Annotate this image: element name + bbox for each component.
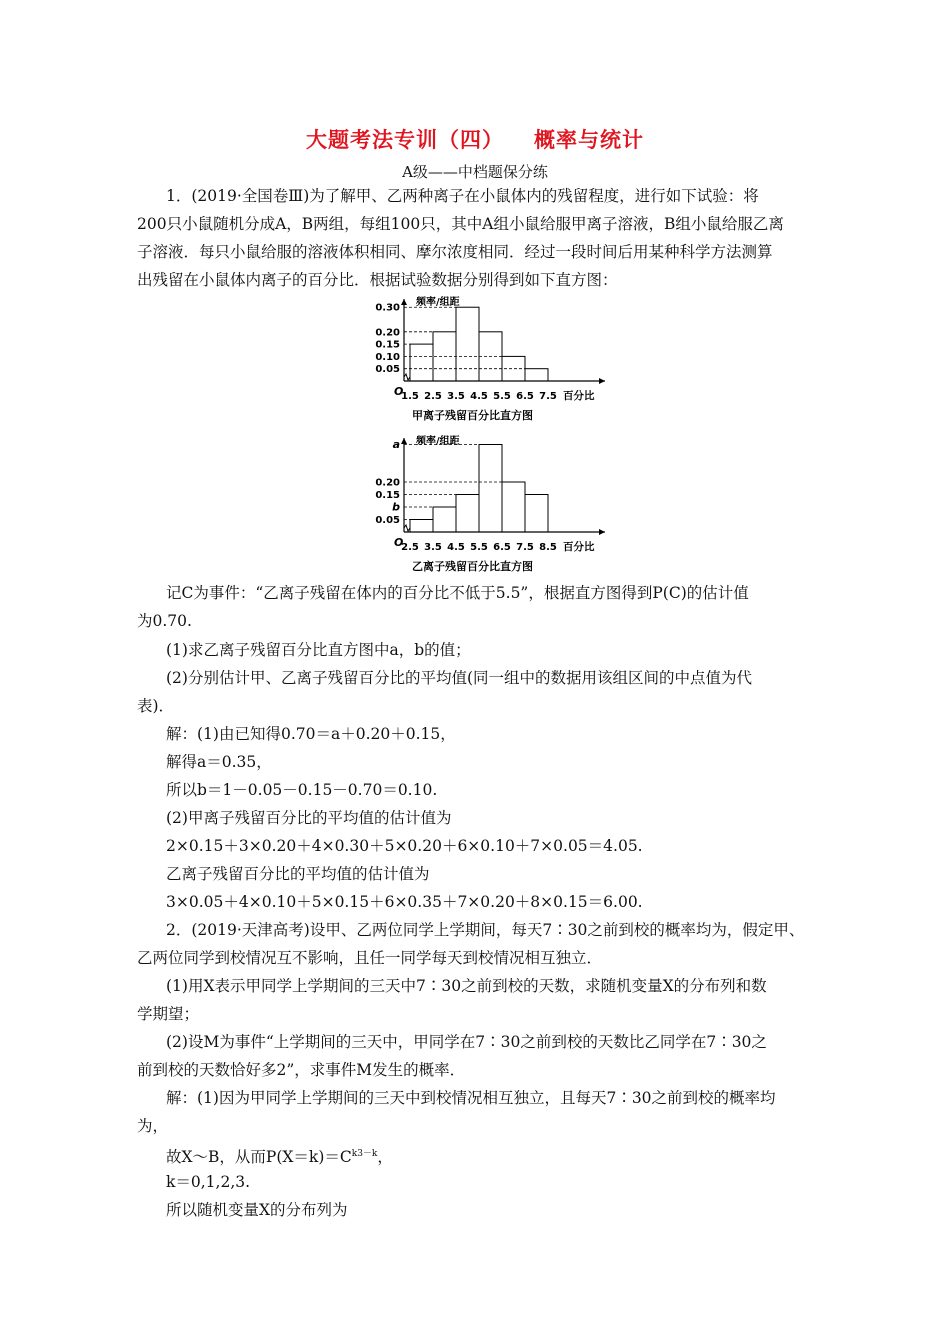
origin-label: O bbox=[394, 536, 404, 549]
y-tick-label: 0.05 bbox=[375, 364, 400, 376]
q1-line: 出残留在小鼠体内离子的百分比．根据试验数据分别得到如下直方图： bbox=[137, 271, 618, 289]
x-tick-label: 3.5 bbox=[424, 542, 442, 553]
q2-line: 前到校的天数恰好多2”，求事件M发生的概率． bbox=[137, 1061, 466, 1079]
y-axis-title: 频率/组距 bbox=[416, 297, 460, 308]
histogram-chart-1 bbox=[360, 293, 630, 435]
q1-line: 200只小鼠随机分成A，B两组，每组100只，其中A组小鼠给服甲离子溶液，B组小鼠给服乙离 bbox=[137, 215, 784, 233]
x-tick-label: 7.5 bbox=[516, 542, 534, 553]
event-line: 为0.70. bbox=[137, 612, 192, 630]
histogram-bar bbox=[479, 445, 502, 533]
q2-solution-line: 为， bbox=[137, 1117, 169, 1135]
q2-line: 乙两位同学到校情况互不影响，且任一同学每天到校情况相互独立． bbox=[137, 949, 603, 967]
histogram-bar bbox=[456, 307, 479, 381]
y-axis-title: 频率/组距 bbox=[416, 436, 460, 447]
solution-line: 乙离子残留百分比的平均值的估计值为 bbox=[166, 865, 430, 883]
y-tick-label: 0.20 bbox=[375, 327, 400, 339]
x-tick-label: 2.5 bbox=[401, 542, 419, 553]
q2-line: 学期望； bbox=[137, 1005, 200, 1023]
histogram-bar bbox=[410, 344, 433, 381]
y-tick-label: a bbox=[392, 438, 400, 451]
x-axis-arrow bbox=[599, 529, 605, 535]
axis-break bbox=[404, 374, 410, 380]
q2-superscript: k3－k bbox=[351, 1149, 378, 1159]
chart-title: 甲离子残留百分比直方图 bbox=[412, 409, 533, 422]
origin-label: O bbox=[394, 385, 404, 398]
q1-line: 子溶液．每只小鼠给服的溶液体积相同、摩尔浓度相同．经过一段时间后用某种科学方法测算 bbox=[137, 243, 773, 261]
x-tick-label: 8.5 bbox=[539, 542, 557, 553]
solution-line: 所以b＝1－0.05－0.15－0.70＝0.10. bbox=[166, 781, 438, 799]
solution-line: 3×0.05＋4×0.10＋5×0.15＋6×0.35＋7×0.20＋8×0.15＝6.00. bbox=[166, 893, 643, 911]
q2-line: 2．(2019·天津高考)设甲、乙两位同学上学期间，每天7∶30之前到校的概率均为，假定甲、 bbox=[166, 921, 805, 939]
x-tick-label: 4.5 bbox=[470, 391, 488, 402]
y-tick-label: 0.15 bbox=[375, 490, 400, 501]
histogram-bar bbox=[502, 482, 525, 532]
x-tick-label: 7.5 bbox=[539, 391, 557, 402]
y-tick-label: 0.20 bbox=[375, 477, 400, 489]
histogram-svg-1 bbox=[360, 293, 630, 431]
x-tick-label: 5.5 bbox=[493, 391, 511, 402]
histogram-bar bbox=[525, 369, 548, 381]
q2-solution-line bbox=[166, 1144, 393, 1167]
solution-line: 解：(1)由已知得0.70＝a＋0.20＋0.15， bbox=[166, 725, 456, 743]
y-axis-arrow bbox=[401, 438, 407, 444]
axis-break bbox=[404, 525, 410, 531]
chart-title: 乙离子残留百分比直方图 bbox=[412, 560, 533, 573]
histogram-bar bbox=[410, 520, 433, 533]
histogram-bar bbox=[525, 495, 548, 533]
y-tick-label: 0.05 bbox=[375, 515, 400, 526]
x-tick-label: 6.5 bbox=[516, 391, 534, 402]
x-tick-label: 5.5 bbox=[470, 542, 488, 553]
x-tick-label: 6.5 bbox=[493, 542, 511, 553]
page-title bbox=[0, 124, 950, 154]
y-tick-label: b bbox=[392, 500, 400, 514]
section-subtitle: A级——中档题保分练 bbox=[402, 163, 548, 181]
q2-solution-line: 解：(1)因为甲同学上学期间的三天中到校情况相互独立，且每天7∶30之前到校的概率均 bbox=[166, 1089, 776, 1107]
q2-line: (1)用X表示甲同学上学期间的三天中7∶30之前到校的天数，求随机变量X的分布列和数 bbox=[166, 977, 767, 995]
y-tick-label: 0.30 bbox=[375, 302, 400, 314]
histogram-chart-2 bbox=[360, 432, 630, 582]
x-tick-label: 2.5 bbox=[424, 391, 442, 402]
q1-part1: (1)求乙离子残留百分比直方图中a，b的值； bbox=[166, 641, 471, 659]
x-tick-label: 3.5 bbox=[447, 391, 465, 402]
solution-line: 解得a＝0.35， bbox=[166, 753, 272, 771]
histogram-bar bbox=[433, 507, 456, 532]
q2-line: (2)设M为事件“上学期间的三天中，甲同学在7∶30之前到校的天数比乙同学在7∶30之 bbox=[166, 1033, 767, 1051]
q2-formula: 故X～B，从而P(X＝k)＝C bbox=[166, 1148, 352, 1167]
title-main: 大题考法专训（四） bbox=[306, 128, 504, 152]
q2-solution-line: k＝0,1,2,3. bbox=[166, 1173, 251, 1191]
histogram-svg-2 bbox=[360, 432, 630, 578]
x-axis-title: 百分比 bbox=[563, 390, 595, 402]
y-tick-label: 0.10 bbox=[375, 351, 400, 363]
histogram-bar bbox=[456, 495, 479, 533]
x-tick-label: 4.5 bbox=[447, 542, 465, 553]
x-axis-arrow bbox=[599, 378, 605, 384]
q1-line: 1．(2019·全国卷Ⅲ)为了解甲、乙两种离子在小鼠体内的残留程度，进行如下试验：将 bbox=[166, 187, 759, 205]
x-tick-label: 1.5 bbox=[401, 391, 419, 402]
solution-line: (2)甲离子残留百分比的平均值的估计值为 bbox=[166, 809, 452, 827]
q2-trail: ， bbox=[377, 1148, 393, 1167]
y-tick-label: 0.15 bbox=[375, 339, 400, 351]
q1-part2: 表)． bbox=[137, 697, 175, 715]
solution-line: 2×0.15＋3×0.20＋4×0.30＋5×0.20＋6×0.10＋7×0.05＝4.05. bbox=[166, 837, 643, 855]
event-line: 记C为事件：“乙离子残留在体内的百分比不低于5.5”，根据直方图得到P(C)的估计值 bbox=[166, 584, 749, 602]
q1-part2: (2)分别估计甲、乙离子残留百分比的平均值(同一组中的数据用该组区间的中点值为代 bbox=[166, 669, 753, 687]
x-axis-title: 百分比 bbox=[563, 541, 595, 553]
q2-solution-line: 所以随机变量X的分布列为 bbox=[166, 1201, 348, 1219]
title-topic: 概率与统计 bbox=[534, 128, 644, 152]
y-axis-arrow bbox=[401, 299, 407, 305]
